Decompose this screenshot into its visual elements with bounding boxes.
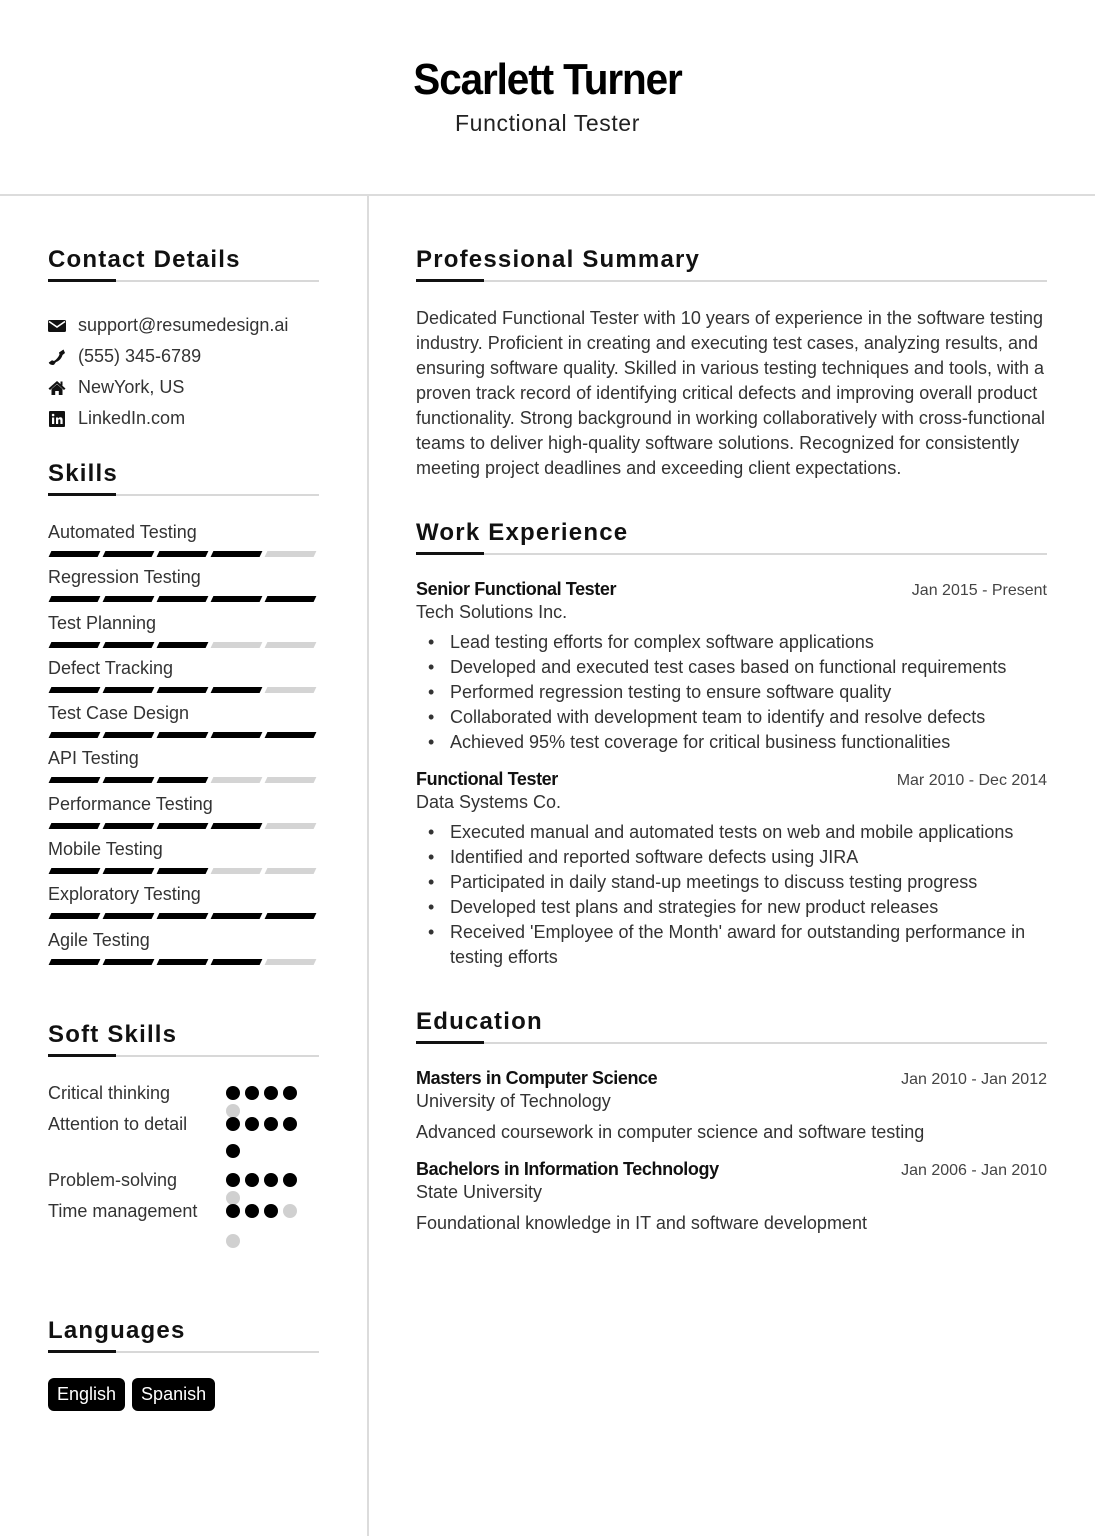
job-bullets <box>416 630 1047 755</box>
education-date: Jan 2010 - Jan 2012 <box>901 1071 1047 1088</box>
level-segment <box>265 732 317 738</box>
education-description: Advanced coursework in computer science and software testing <box>416 1122 925 1142</box>
education-list <box>416 1068 1047 1236</box>
level-segment <box>49 868 101 874</box>
skill-label: Test Case Design <box>48 703 190 724</box>
skill-level-bar <box>48 868 319 874</box>
level-segment <box>211 687 263 693</box>
job-bullet: • Collaborated with development team to identify and resolve defects <box>416 705 1047 730</box>
rating-dot <box>245 1204 259 1218</box>
section-heading: Languages <box>48 1316 186 1344</box>
rating-dot <box>264 1173 278 1187</box>
level-segment <box>103 551 155 557</box>
summary-text: Dedicated Functional Tester with 10 years of experience in the software testing industry. Proficient in creating and executing test cases, analyzing results, and ensuring software quality. Skilled in various testing techniques and tools, with a proven track record of identifying critical defects and improving overall product functionality. Strong background in working collaboratively with cross-functional teams to deliver high-quality software solutions. Recognized for consistently meeting project deadlines and exceeding client expectations. <box>416 308 1045 478</box>
level-segment <box>211 913 263 919</box>
home-icon <box>48 379 78 397</box>
skill-item <box>48 792 319 837</box>
phone-icon <box>48 348 78 366</box>
level-segment <box>157 551 209 557</box>
job-bullet: • Identified and reported software defects using JIRA <box>416 845 1047 870</box>
level-segment <box>49 777 101 783</box>
section-rule <box>48 1055 319 1057</box>
level-segment <box>103 732 155 738</box>
job-header <box>416 579 1047 600</box>
level-segment <box>157 913 209 919</box>
soft-skill-item <box>48 1112 319 1168</box>
language-badge: Spanish <box>132 1378 215 1411</box>
rating-dot <box>226 1234 240 1248</box>
job-title: Senior Functional Tester <box>416 579 617 599</box>
level-segment <box>211 732 263 738</box>
soft-skill-rating <box>226 1112 306 1168</box>
summary-section <box>416 244 1047 481</box>
rating-dot <box>283 1204 297 1218</box>
skill-label: Performance Testing <box>48 793 213 814</box>
linkedin-icon <box>48 410 78 428</box>
section-rule <box>416 1042 1047 1044</box>
section-rule <box>416 280 1047 282</box>
experience-section <box>416 517 1047 970</box>
education-description: Foundational knowledge in IT and software development <box>416 1213 867 1233</box>
level-segment <box>211 596 263 602</box>
level-segment <box>103 823 155 829</box>
right-column <box>416 196 1047 1236</box>
rating-dot <box>245 1086 259 1100</box>
skill-item <box>48 701 319 746</box>
rating-dot <box>264 1204 278 1218</box>
section-rule <box>48 1351 319 1353</box>
education-entry <box>416 1068 1047 1145</box>
skill-item <box>48 565 319 610</box>
contact-text: LinkedIn.com <box>78 408 186 428</box>
contact-text: NewYork, US <box>78 377 185 397</box>
level-segment <box>103 959 155 965</box>
job-company: Data Systems Co. <box>416 792 562 812</box>
education-section <box>416 1006 1047 1236</box>
job-bullet: • Achieved 95% test coverage for critical business functionalities <box>416 730 1047 755</box>
section-heading: Contact Details <box>48 246 241 273</box>
soft-skill-item <box>48 1199 319 1261</box>
languages-list <box>48 1378 319 1411</box>
soft-skill-label: Attention to detail <box>48 1113 188 1134</box>
rating-dot <box>226 1117 240 1131</box>
level-segment <box>265 913 317 919</box>
level-segment <box>103 687 155 693</box>
skill-label: Regression Testing <box>48 567 201 588</box>
skill-level-bar <box>48 959 319 965</box>
candidate-title: Functional Tester <box>455 110 640 136</box>
level-segment <box>265 959 317 965</box>
skill-label: Mobile Testing <box>48 839 163 860</box>
level-segment <box>49 687 101 693</box>
job-list <box>416 579 1047 970</box>
rating-dot <box>226 1204 240 1218</box>
section-heading: Soft Skills <box>48 1020 178 1048</box>
soft-skill-rating <box>226 1199 306 1261</box>
level-segment <box>265 596 317 602</box>
rating-dot <box>226 1086 240 1100</box>
languages-section <box>48 1315 319 1411</box>
skill-level-bar <box>48 551 319 557</box>
skills-section <box>48 458 319 973</box>
rating-dot <box>245 1117 259 1131</box>
section-heading: Professional Summary <box>416 246 701 273</box>
job-company: Tech Solutions Inc. <box>416 602 568 622</box>
level-segment <box>49 959 101 965</box>
rating-dot <box>264 1117 278 1131</box>
skill-item <box>48 928 319 973</box>
skill-level-bar <box>48 732 319 738</box>
column-divider <box>367 196 369 1536</box>
degree-title: Masters in Computer Science <box>416 1068 658 1088</box>
left-column <box>48 196 319 1411</box>
level-segment <box>103 642 155 648</box>
job-date: Jan 2015 - Present <box>911 582 1047 599</box>
contact-text: (555) 345-6789 <box>78 346 202 366</box>
rating-dot <box>264 1086 278 1100</box>
job-bullet: • Performed regression testing to ensure software quality <box>416 680 1047 705</box>
level-segment <box>211 642 263 648</box>
job-bullet: • Developed test plans and strategies for new product releases <box>416 895 1047 920</box>
section-heading: Skills <box>48 460 118 487</box>
school-name: State University <box>416 1182 543 1202</box>
skill-level-bar <box>48 642 319 648</box>
level-segment <box>49 596 101 602</box>
skill-level-bar <box>48 687 319 693</box>
section-rule <box>48 494 319 496</box>
school-name: University of Technology <box>416 1091 611 1111</box>
job-bullet: • Executed manual and automated tests on web and mobile applications <box>416 820 1047 845</box>
level-segment <box>211 777 263 783</box>
skill-level-bar <box>48 823 319 829</box>
job-date: Mar 2010 - Dec 2014 <box>896 772 1047 789</box>
soft-skill-item <box>48 1168 319 1199</box>
contact-email[interactable] <box>48 310 319 341</box>
level-segment <box>103 868 155 874</box>
level-segment <box>265 823 317 829</box>
job-header <box>416 769 1047 790</box>
level-segment <box>49 823 101 829</box>
level-segment <box>49 551 101 557</box>
level-segment <box>265 551 317 557</box>
job-title: Functional Tester <box>416 769 558 789</box>
contact-phone[interactable] <box>48 341 319 372</box>
skill-level-bar <box>48 913 319 919</box>
soft-skill-label: Critical thinking <box>48 1082 171 1103</box>
skill-label: API Testing <box>48 748 139 769</box>
level-segment <box>157 642 209 648</box>
level-segment <box>103 596 155 602</box>
level-segment <box>49 732 101 738</box>
level-segment <box>157 868 209 874</box>
level-segment <box>157 823 209 829</box>
rating-dot <box>283 1117 297 1131</box>
soft-skill-rating <box>226 1081 306 1112</box>
contact-list <box>48 310 319 434</box>
soft-skill-label: Problem-solving <box>48 1169 178 1190</box>
level-segment <box>265 777 317 783</box>
job-bullet: • Participated in daily stand-up meetings to discuss testing progress <box>416 870 1047 895</box>
skill-label: Exploratory Testing <box>48 884 201 905</box>
soft-skills-section <box>48 1019 319 1261</box>
education-entry <box>416 1159 1047 1236</box>
rating-dot <box>226 1173 240 1187</box>
job-bullets <box>416 820 1047 970</box>
language-badge: English <box>48 1378 125 1411</box>
contact-text: support@resumedesign.ai <box>78 315 289 335</box>
rating-dot <box>283 1086 297 1100</box>
level-segment <box>157 777 209 783</box>
soft-skills-list <box>48 1081 319 1261</box>
section-rule <box>416 553 1047 555</box>
rating-dot <box>226 1144 240 1158</box>
level-segment <box>157 596 209 602</box>
contact-location <box>48 372 319 403</box>
level-segment <box>103 777 155 783</box>
skill-item <box>48 520 319 565</box>
resume-header <box>0 0 1095 196</box>
section-rule <box>48 280 319 282</box>
skill-level-bar <box>48 777 319 783</box>
skill-label: Agile Testing <box>48 929 150 950</box>
skill-item <box>48 882 319 927</box>
skill-item <box>48 837 319 882</box>
soft-skill-rating <box>226 1168 306 1199</box>
education-header <box>416 1068 1047 1089</box>
rating-dot <box>283 1173 297 1187</box>
skill-item <box>48 656 319 701</box>
job-entry <box>416 579 1047 755</box>
soft-skill-label: Time management <box>48 1200 198 1221</box>
level-segment <box>49 642 101 648</box>
education-date: Jan 2006 - Jan 2010 <box>901 1162 1047 1179</box>
level-segment <box>103 913 155 919</box>
level-segment <box>265 642 317 648</box>
level-segment <box>265 868 317 874</box>
level-segment <box>211 823 263 829</box>
level-segment <box>49 913 101 919</box>
level-segment <box>157 687 209 693</box>
level-segment <box>211 868 263 874</box>
level-segment <box>265 687 317 693</box>
degree-title: Bachelors in Information Technology <box>416 1159 719 1179</box>
candidate-name: Scarlett Turner <box>413 55 682 104</box>
skill-label: Test Planning <box>48 612 157 633</box>
education-header <box>416 1159 1047 1180</box>
contact-linkedin[interactable] <box>48 403 319 434</box>
level-segment <box>211 551 263 557</box>
job-bullet: • Lead testing efforts for complex software applications <box>416 630 1047 655</box>
contact-section <box>48 244 319 434</box>
soft-skill-item <box>48 1081 319 1112</box>
level-segment <box>157 959 209 965</box>
section-heading: Education <box>416 1008 543 1035</box>
skill-level-bar <box>48 596 319 602</box>
skill-label: Automated Testing <box>48 522 197 542</box>
job-entry <box>416 769 1047 970</box>
skill-item <box>48 746 319 791</box>
job-bullet: • Received 'Employee of the Month' award for outstanding performance in testing efforts <box>416 920 1047 970</box>
level-segment <box>157 732 209 738</box>
skill-item <box>48 611 319 656</box>
skills-list <box>48 520 319 973</box>
section-heading: Work Experience <box>416 519 629 546</box>
skill-label: Defect Tracking <box>48 657 174 678</box>
level-segment <box>211 959 263 965</box>
job-bullet: • Developed and executed test cases based on functional requirements <box>416 655 1047 680</box>
envelope-icon <box>48 317 78 335</box>
rating-dot <box>245 1173 259 1187</box>
